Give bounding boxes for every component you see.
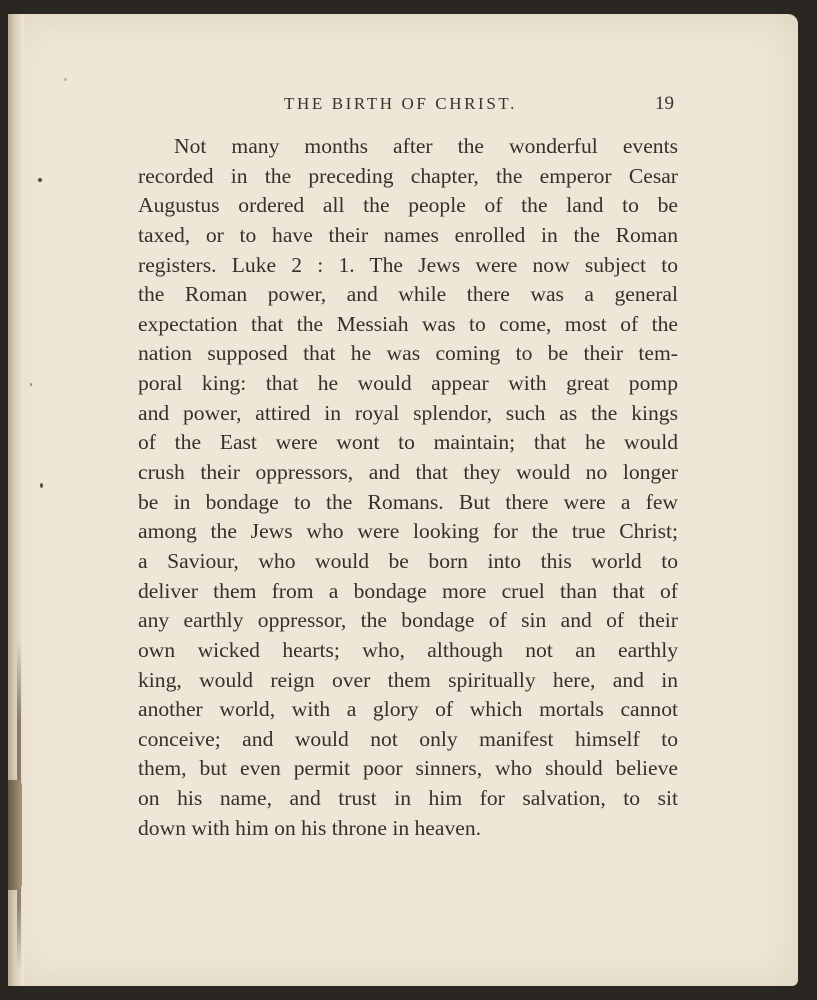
- text-line: any earthly oppressor, the bondage of sin and of their: [138, 608, 678, 633]
- text-line: king, would reign over them spiritually here, and in: [138, 667, 678, 692]
- text-line: conceive; and would not only manifest himself to: [138, 726, 678, 751]
- text-line: of the East were wont to maintain; that he would: [138, 430, 678, 455]
- body-paragraph: [138, 132, 678, 843]
- text-line: deliver them from a bondage more cruel than that of: [138, 578, 678, 603]
- text-line: crush their oppressors, and that they would no longer: [138, 460, 678, 485]
- text-line: another world, with a glory of which mortals cannot: [138, 697, 678, 722]
- text-line: on his name, and trust in him for salvation, to sit: [138, 786, 678, 811]
- text-line: them, but even permit poor sinners, who should believe: [138, 756, 678, 781]
- text-line: registers. Luke 2 : 1. The Jews were now subject to: [138, 252, 678, 277]
- running-title: THE BIRTH OF CHRIST.: [284, 94, 517, 113]
- text-line: own wicked hearts; who, although not an earthly: [138, 637, 678, 662]
- text-line: poral king: that he would appear with great pomp: [138, 371, 678, 396]
- running-header: [0, 94, 817, 120]
- text-line: a Saviour, who would be born into this world to: [138, 548, 678, 573]
- text-line: down with him on his throne in heaven.: [138, 815, 482, 840]
- text-line: be in bondage to the Romans. But there were a few: [138, 489, 678, 514]
- paper-speck: [64, 78, 67, 81]
- ink-speck: [38, 178, 42, 182]
- text-line: Augustus ordered all the people of the land to be: [138, 193, 678, 218]
- ink-speck: [40, 483, 43, 488]
- text-line: recorded in the preceding chapter, the emperor Cesar: [138, 163, 678, 188]
- text-line: taxed, or to have their names enrolled in the Roman: [138, 222, 678, 247]
- ink-speck: [30, 383, 32, 386]
- page-edge-tear: [8, 780, 22, 890]
- text-line: Not many months after the wonderful events: [174, 134, 678, 158]
- text-line: expectation that the Messiah was to come, most of the: [138, 311, 678, 336]
- text-line: and power, attired in royal splendor, such as the kings: [138, 400, 678, 425]
- text-line: the Roman power, and while there was a general: [138, 282, 678, 307]
- text-line: nation supposed that he was coming to be their tem-: [138, 341, 678, 366]
- text-line: among the Jews who were looking for the true Christ;: [138, 519, 678, 544]
- page-number: 19: [655, 93, 674, 114]
